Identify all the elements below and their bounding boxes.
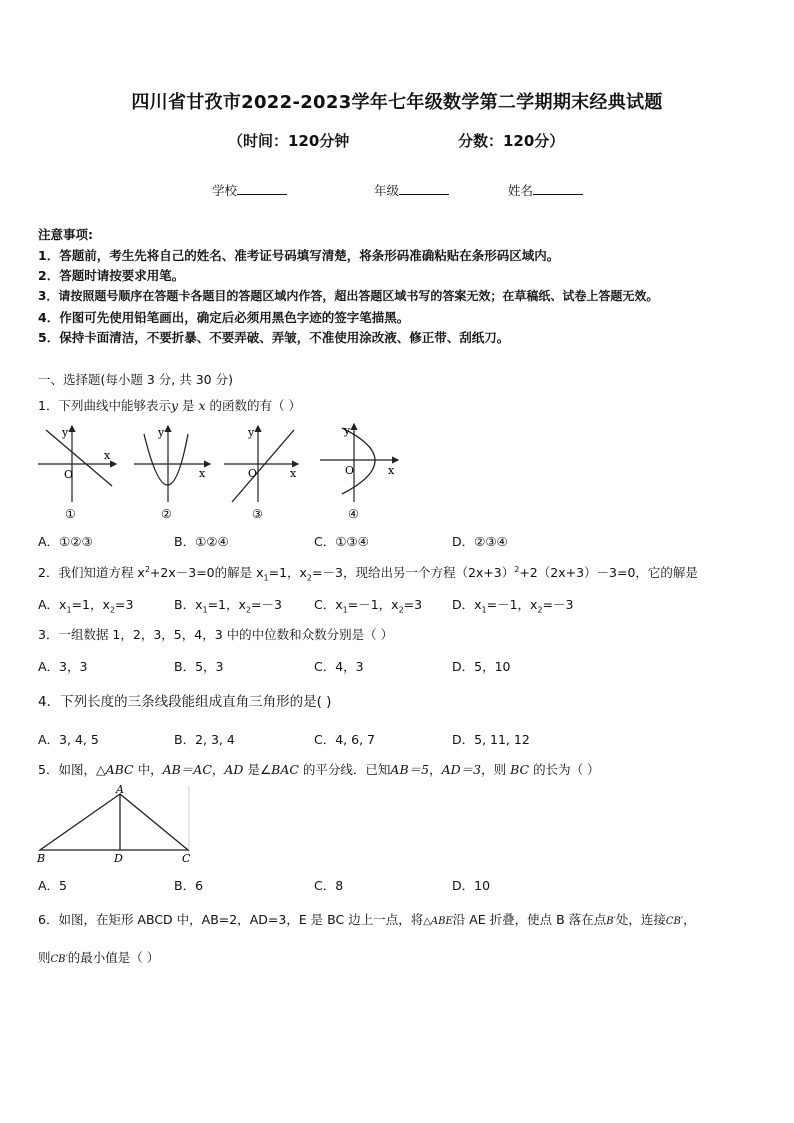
name-label: 姓名 (508, 183, 534, 198)
q5-triangle-figure (34, 784, 196, 866)
option-c: C．①③④ (314, 534, 369, 549)
svg-text:x: x (388, 464, 395, 477)
question-1: 1．下列曲线中能够表示y 是 x 的函数的有（ ） (38, 398, 301, 413)
svg-text:x: x (290, 467, 297, 480)
option-c: C．8 (314, 878, 344, 893)
svg-text:O: O (345, 464, 355, 477)
svg-text:C: C (182, 852, 191, 865)
school-label: 学校 (212, 183, 238, 198)
question-6: 6．如图，在矩形 ABCD 中，AB=2，AD=3，E 是 BC 边上一点，将△ABE沿 AE 折叠，使点 B 落在点B′处，连接CB′， (38, 912, 696, 927)
exam-time: （时间：120分钟 (228, 132, 350, 150)
option-d: D．5，10 (452, 659, 511, 674)
name-field (508, 181, 583, 199)
option-c: C．$x_1=-1$，$x_2=3$ (314, 597, 423, 615)
option-c: C．4，3 (314, 659, 364, 674)
grade-blank (399, 182, 449, 195)
grade-label: 年级 (374, 183, 400, 198)
svg-text:x: x (104, 449, 111, 462)
question-3: 3．一组数据 1，2，3，5，4，3 中的中位数和众数分别是（ ） (38, 627, 394, 642)
svg-text:②: ② (161, 507, 172, 521)
graph-4 (320, 424, 398, 521)
option-a: A．$x_1=1$，$x_2=3$ (38, 597, 134, 615)
option-d: D．5, 11, 12 (452, 732, 530, 747)
svg-text:①: ① (65, 507, 76, 521)
svg-text:y: y (158, 426, 165, 439)
svg-text:y: y (62, 426, 69, 439)
name-blank (533, 182, 583, 195)
school-field (212, 181, 287, 199)
notice-heading: 注意事项: (38, 227, 93, 242)
option-a: A．3, 4, 5 (38, 732, 99, 747)
svg-text:O: O (248, 467, 258, 480)
graph-2 (134, 426, 210, 521)
option-a: A．5 (38, 878, 68, 893)
svg-text:O: O (64, 468, 74, 481)
question-5: 5．如图，△ABC 中，AB＝AC，AD 是∠BAC 的平分线．已知AB＝5，AD＝3，则 BC 的长为（ ） (38, 762, 600, 777)
option-b: B．5，3 (174, 659, 224, 674)
option-b: B．6 (174, 878, 204, 893)
question-4: 4．下列长度的三条线段能组成直角三角形的是( ) (38, 694, 332, 710)
svg-text:y: y (248, 426, 255, 439)
notice-item: 3．请按照题号顺序在答题卡各题目的答题区域内作答，超出答题区域书写的答案无效；在草稿纸、试卷上答题无效。 (38, 289, 659, 303)
svg-text:D: D (114, 852, 123, 865)
option-c: C．4, 6, 7 (314, 732, 375, 747)
option-a: A．3，3 (38, 659, 88, 674)
grade-field (374, 181, 449, 199)
notice-item: 5．保持卡面清洁，不要折暴、不要弄破、弄皱，不准使用涂改液、修正带、刮纸刀。 (38, 330, 510, 345)
option-d: D．②③④ (452, 534, 508, 549)
option-d: D．$x_1=-1$，$x_2=-3$ (452, 597, 574, 615)
option-b: B．①②④ (174, 534, 229, 549)
svg-text:④: ④ (348, 507, 359, 521)
svg-text:x: x (199, 467, 206, 480)
question-2: 2．我们知道方程 $x^2+2x-3=0$的解是 $x_1=1$，$x_2=-3$，现给出另一个方程$(2x+3)^2+2(2x+3)-3=0$，它的解是 (38, 564, 698, 583)
option-a: A．①②③ (38, 534, 93, 549)
school-blank (237, 182, 287, 195)
option-b: B．2, 3, 4 (174, 732, 235, 747)
q1-function-graphs (36, 420, 406, 522)
exam-score: 分数：120分） (458, 132, 565, 150)
section-heading: 一、选择题(每小题 3 分, 共 30 分) (38, 372, 233, 387)
notice-item: 4．作图可先使用铅笔画出，确定后必须用黑色字迹的签字笔描黑。 (38, 310, 410, 325)
option-b: B．$x_1=1$，$x_2=-3$ (174, 597, 282, 615)
question-6-line-2: 则CB′的最小值是（ ） (38, 950, 160, 965)
option-d: D．10 (452, 878, 491, 893)
svg-text:B: B (37, 852, 46, 865)
svg-text:y: y (344, 424, 351, 437)
graph-3 (224, 426, 298, 521)
svg-text:A: A (116, 784, 124, 796)
notice-item: 1．答题前，考生先将自己的姓名、准考证号码填写清楚，将条形码准确粘贴在条形码区域内。 (38, 248, 560, 263)
notice-item: 2．答题时请按要求用笔。 (38, 268, 185, 283)
graph-1 (38, 426, 116, 521)
exam-title: 四川省甘孜市2022-2023学年七年级数学第二学期期末经典试题 (131, 92, 663, 113)
svg-text:③: ③ (252, 507, 263, 521)
